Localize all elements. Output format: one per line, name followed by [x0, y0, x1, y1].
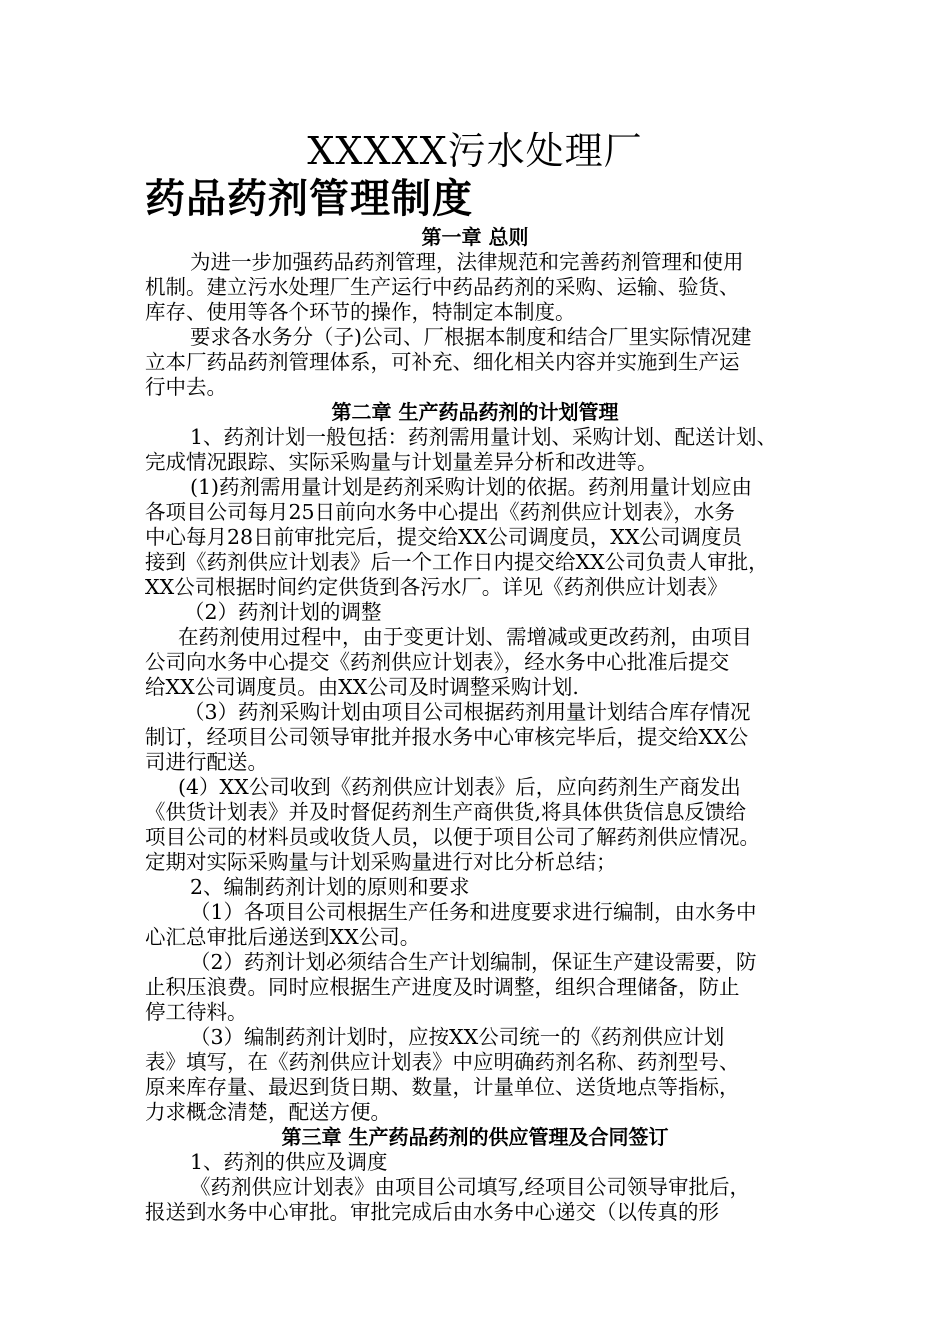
- body-line: 司进行配送。: [145, 750, 268, 774]
- body-line: 《供货计划表》并及时督促药剂生产商供货,将具体供货信息反馈给: [145, 800, 747, 824]
- body-line: 公司向水务中心提交《药剂供应计划表》，经水务中心批准后提交: [145, 650, 730, 674]
- document-title-line1: XXXXX污水处理厂: [307, 129, 643, 173]
- body-line: （1）各项目公司根据生产任务和进度要求进行编制，由水务中: [190, 900, 757, 924]
- body-line: (4）XX公司收到《药剂供应计划表》后，应向药剂生产商发出: [178, 775, 741, 799]
- body-line: 在药剂使用过程中，由于变更计划、需增减或更改药剂，由项目: [178, 625, 752, 649]
- body-line: 要求各水务分（子)公司、厂根据本制度和结合厂里实际情况建: [190, 325, 752, 349]
- chapter-3-heading: 第三章 生产药品药剂的供应管理及合同签订: [281, 1125, 669, 1149]
- body-line: 机制。建立污水处理厂生产运行中药品药剂的采购、运输、验货、: [145, 275, 740, 299]
- body-line: 止积压浪费。同时应根据生产进度及时调整，组织合理储备，防止: [145, 975, 740, 999]
- body-line: 行中去。: [145, 375, 227, 399]
- body-line: 2、编制药剂计划的原则和要求: [190, 875, 470, 899]
- body-line: 表》填写，在《药剂供应计划表》中应明确药剂名称、药剂型号、: [145, 1050, 740, 1074]
- body-line: 给XX公司调度员。由XX公司及时调整采购计划.: [145, 675, 579, 699]
- body-line: 完成情况跟踪、实际采购量与计划量差异分析和改进等。: [145, 450, 658, 474]
- body-line: 库存、使用等各个环节的操作，特制定本制度。: [145, 300, 576, 324]
- body-line: 接到《药剂供应计划表》后一个工作日内提交给XX公司负责人审批，: [145, 550, 769, 574]
- body-line: 制订，经项目公司领导审批并报水务中心审核完毕后，提交给XX公: [145, 725, 749, 749]
- body-line: （3）药剂采购计划由项目公司根据药剂用量计划结合库存情况: [184, 700, 751, 724]
- body-line: （2）药剂计划必须结合生产计划编制，保证生产建设需要，防: [190, 950, 757, 974]
- body-line: 原来库存量、最迟到货日期、数量，计量单位、送货地点等指标，: [145, 1075, 740, 1099]
- body-line: 报送到水务中心审批。审批完成后由水务中心递交（以传真的形: [145, 1200, 719, 1224]
- body-line: 各项目公司每月25日前向水务中心提出《药剂供应计划表》，水务: [145, 500, 735, 524]
- body-line: 定期对实际采购量与计划采购量进行对比分析总结；: [145, 850, 617, 874]
- body-line: 立本厂药品药剂管理体系，可补充、细化相关内容并实施到生产运: [145, 350, 740, 374]
- body-line: （3）编制药剂计划时，应按XX公司统一的《药剂供应计划: [190, 1025, 725, 1049]
- body-line: (1)药剂需用量计划是药剂采购计划的依据。药剂用量计划应由: [190, 475, 753, 499]
- body-line: （2）药剂计划的调整: [184, 600, 382, 624]
- body-line: XX公司根据时间约定供货到各污水厂。详见《药剂供应计划表》: [145, 575, 728, 599]
- document-title-line2: 药品药剂管理制度: [145, 175, 473, 222]
- body-line: 中心每月28日前审批完后，提交给XX公司调度员，XX公司调度员: [145, 525, 742, 549]
- chapter-2-heading: 第二章 生产药品药剂的计划管理: [331, 400, 619, 424]
- body-line: 1、药剂计划一般包括：药剂需用量计划、采购计划、配送计划、: [190, 425, 778, 449]
- body-line: 1、药剂的供应及调度: [190, 1150, 388, 1174]
- body-line: 项目公司的材料员或收货人员，以便于项目公司了解药剂供应情况。: [145, 825, 760, 849]
- chapter-1-heading: 第一章 总则: [421, 225, 529, 249]
- body-line: 力求概念清楚，配送方便。: [145, 1100, 391, 1124]
- body-line: 《药剂供应计划表》由项目公司填写,经项目公司领导审批后，: [190, 1175, 751, 1199]
- body-line: 停工待料。: [145, 1000, 248, 1024]
- body-line: 为进一步加强药品药剂管理，法律规范和完善药剂管理和使用: [190, 250, 744, 274]
- body-line: 心汇总审批后递送到XX公司。: [145, 925, 421, 949]
